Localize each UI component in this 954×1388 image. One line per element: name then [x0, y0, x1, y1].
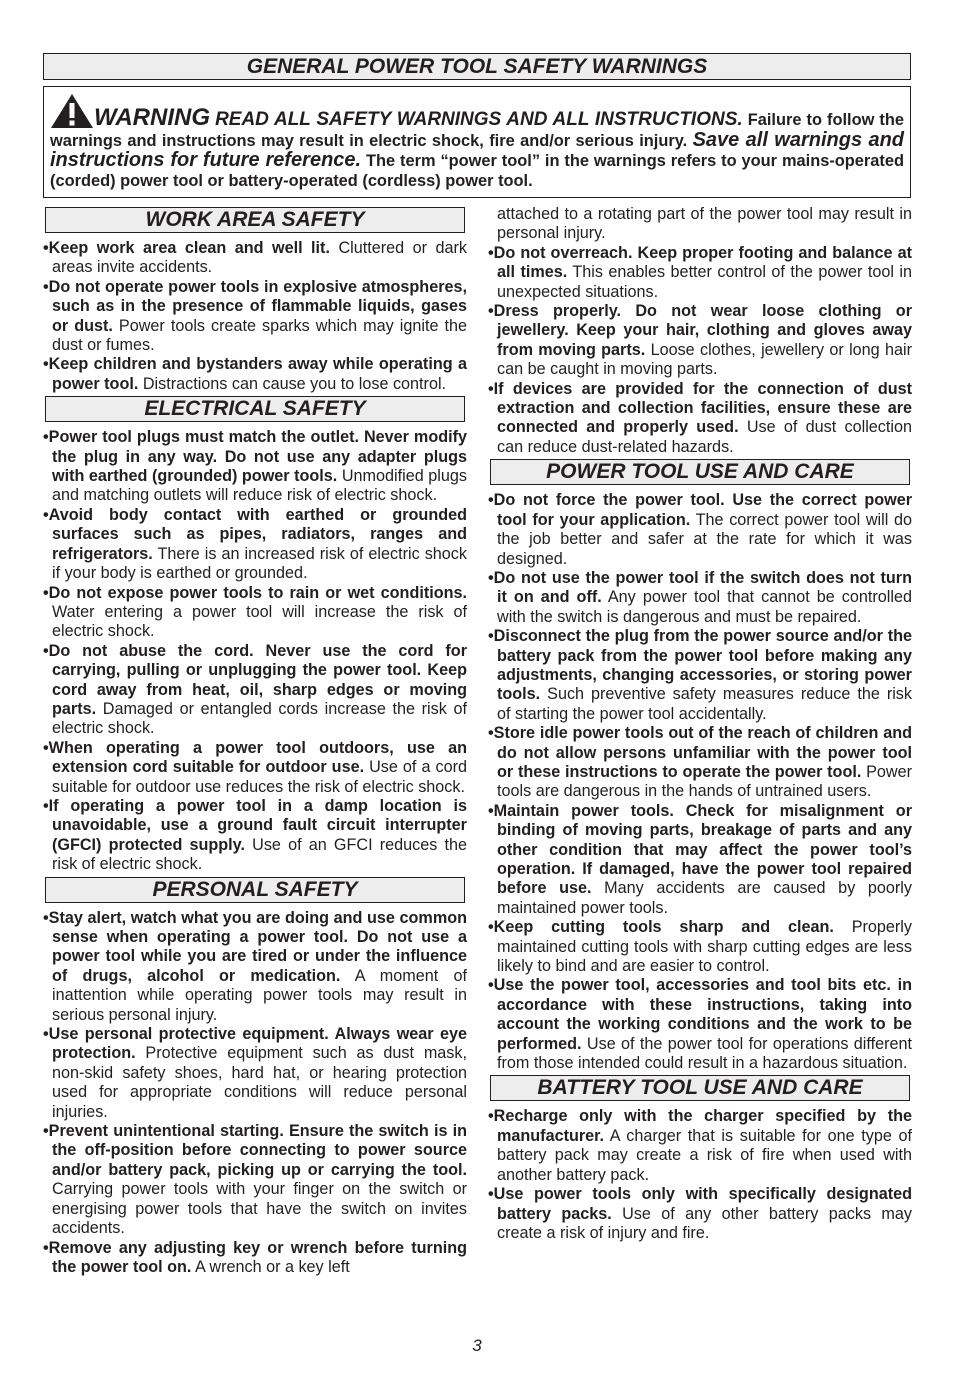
bullet-icon: • — [43, 428, 49, 447]
item-instruction: Keep work area clean and well lit. — [48, 239, 330, 257]
bullet-icon: • — [43, 641, 49, 660]
list-item — [488, 569, 912, 627]
page-title: GENERAL POWER TOOL SAFETY WARNINGS — [43, 53, 911, 80]
item-explanation: Use of an GFCI reduces the risk of electric shock. — [52, 835, 467, 874]
item-explanation: The correct power tool will do the job better and safer at the rate for which it was designed. — [497, 510, 912, 568]
section-heading-electrical-safety: ELECTRICAL SAFETY — [45, 396, 465, 422]
item-instruction: Use the power tool, accessories and tool bits etc. in accordance with these instructions, taking into account the working conditions and the work to be performed. — [493, 976, 912, 1053]
section-heading-work-area-safety: WORK AREA SAFETY — [45, 207, 465, 233]
warning-text-1: Failure to follow the warnings and instructions may result in electric shock, fire and/or serious injury. — [50, 111, 905, 150]
item-instruction: Disconnect the plug from the power source and/or the battery pack from the power tool before making any adjustments, changing accessories, or storing power tools. — [493, 627, 912, 704]
warning-triangle-icon — [50, 93, 94, 129]
item-explanation: Power tools create sparks which may ignite the dust or fumes. — [52, 316, 468, 355]
item-explanation: Water entering a power tool will increase the risk of electric shock. — [52, 602, 467, 641]
item-instruction: Keep cutting tools sharp and clean. — [493, 918, 834, 937]
bullet-icon: • — [488, 491, 494, 510]
section-heading-power-tool-use-and-care: POWER TOOL USE AND CARE — [490, 459, 910, 485]
item-explanation: Use of the power tool for operations different from those intended could result in a hazardous situation. — [497, 1034, 912, 1073]
item-explanation: Damaged or entangled cords increase the risk of electric shock. — [52, 699, 467, 738]
item-explanation: Cluttered or dark areas invite accidents. — [52, 239, 467, 277]
item-explanation: Distractions can cause you to lose control. — [138, 374, 447, 393]
item-explanation: There is an increased risk of electric shock if your body is earthed or grounded. — [52, 544, 467, 583]
bullet-icon: • — [43, 1122, 49, 1141]
warning-text-2: The term “power tool” in the warnings refers to your mains-operated (corded) power tool or battery-operated (cordless) power tool. — [50, 152, 905, 190]
item-instruction: Avoid body contact with earthed or grounded surfaces such as pipes, radiators, ranges and refrigerators. — [48, 505, 467, 563]
item-instruction: Do not force the power tool. Use the correct power tool for your application. — [493, 491, 912, 529]
item-explanation: Power tools are dangerous in the hands of untrained users. — [497, 762, 912, 801]
item-instruction: When operating a power tool outdoors, use an extension cord suitable for outdoor use. — [48, 738, 467, 777]
section-heading-battery-tool-use-and-care: BATTERY TOOL USE AND CARE — [490, 1075, 910, 1101]
item-instruction: Do not overreach. Keep proper footing and balance at all times. — [493, 243, 912, 282]
list-item — [43, 909, 467, 1025]
item-instruction: Do not abuse the cord. Never use the cord for carrying, pulling or unplugging the power tool. Keep cord away from heat, oil, sharp edges or moving parts. — [48, 641, 467, 718]
warning-save-notice: Save all warnings and instructions for future reference. — [50, 128, 905, 172]
item-instruction: Recharge only with the charger specified by the manufacturer. — [493, 1107, 912, 1145]
list-item — [488, 802, 912, 918]
list-item — [488, 302, 912, 380]
warning-heading: READ ALL SAFETY WARNINGS AND ALL INSTRUCTIONS. — [215, 109, 743, 130]
bullet-icon: • — [488, 379, 494, 398]
list-item — [488, 244, 912, 302]
bullet-icon: • — [488, 976, 494, 995]
item-instruction: Prevent unintentional starting. Ensure the switch is in the off-position before connecting to power source and/or battery pack, picking up or carrying the tool. — [48, 1122, 467, 1179]
list-item — [488, 724, 912, 802]
warning-label: WARNING — [94, 104, 210, 131]
bullet-icon: • — [43, 908, 49, 927]
item-explanation: A moment of inattention while operating power tools may result in serious personal injury. — [52, 966, 467, 1024]
section-heading-personal-safety: PERSONAL SAFETY — [45, 877, 465, 903]
left-column — [43, 205, 467, 1277]
list-item — [43, 1025, 467, 1122]
bullet-icon: • — [488, 1107, 494, 1126]
bullet-icon: • — [43, 505, 49, 524]
list-item — [43, 278, 467, 356]
item-explanation: Carrying power tools with your finger on the switch or energising power tools that have the switch on invites accidents. — [52, 1180, 467, 1238]
bullet-icon: • — [488, 801, 494, 820]
item-instruction: If operating a power tool in a damp location is unavoidable, use a ground fault circuit interrupter (GFCI) protected supply. — [48, 796, 467, 854]
item-instruction: Use power tools only with specifically designated battery packs. — [493, 1185, 912, 1223]
bullet-icon: • — [488, 568, 494, 587]
list-item — [488, 491, 912, 569]
item-instruction: Do not use the power tool if the switch does not turn it on and off. — [493, 568, 912, 607]
list-item — [43, 739, 467, 797]
item-explanation: Use of dust collection can reduce dust-related hazards. — [497, 418, 912, 456]
list-item — [43, 355, 467, 394]
item-instruction: Maintain power tools. Check for misalignment or binding of moving parts, breakage of parts and any other condition that may affect the power tool’s operation. If damaged, have the power tool repaired before use. — [493, 801, 912, 898]
item-explanation: A charger that is suitable for one type of battery pack may create a risk of fire when used with another battery pack. — [497, 1126, 912, 1184]
item-explanation: A wrench or a key left — [191, 1257, 350, 1276]
item-instruction: Keep children and bystanders away while operating a power tool. — [48, 355, 467, 393]
list-item — [488, 1185, 912, 1243]
list-item — [43, 1239, 467, 1278]
item-explanation: Any power tool that cannot be controlled with the switch is dangerous and must be repaired. — [497, 588, 912, 626]
item-explanation: Many accidents are caused by poorly maintained power tools. — [497, 879, 912, 917]
list-item — [43, 584, 467, 642]
bullet-icon: • — [43, 583, 49, 602]
bullet-icon: • — [488, 1185, 494, 1204]
item-instruction: Use personal protective equipment. Always wear eye protection. — [48, 1025, 467, 1063]
item-explanation: Properly maintained cutting tools with sharp cutting edges are less likely to bind and are easier to control. — [497, 918, 913, 976]
item-explanation: Loose clothes, jewellery or long hair can be caught in moving parts. — [497, 340, 912, 379]
item-explanation: This enables better control of the power tool in unexpected situations. — [497, 263, 912, 301]
bullet-icon: • — [488, 724, 494, 743]
list-item — [488, 627, 912, 724]
bullet-icon: • — [43, 1238, 49, 1257]
item-instruction: Dress properly. Do not wear loose clothing or jewellery. Keep your hair, clothing and gloves away from moving parts. — [493, 302, 912, 359]
item-explanation: Use of a cord suitable for outdoor use reduces the risk of electric shock. — [52, 758, 467, 796]
list-item — [43, 797, 467, 875]
bullet-icon: • — [43, 1025, 49, 1044]
list-item — [488, 918, 912, 976]
item-instruction: If devices are provided for the connection of dust extraction and collection facilities, ensure these are connected and properly used. — [493, 379, 912, 437]
item-instruction: Do not operate power tools in explosive atmospheres, such as in the presence of flammable liquids, gases or dust. — [48, 277, 467, 335]
bullet-icon: • — [43, 796, 49, 815]
bullet-icon: • — [43, 277, 49, 296]
list-item — [43, 642, 467, 739]
bullet-icon: • — [488, 918, 494, 937]
bullet-icon: • — [488, 243, 494, 262]
list-item — [488, 380, 912, 458]
item-explanation: Such preventive safety measures reduce the risk of starting the power tool accidentally. — [497, 685, 912, 723]
item-explanation: Unmodified plugs and matching outlets will reduce risk of electric shock. — [52, 467, 467, 505]
right-column — [488, 205, 912, 1243]
item-explanation: Use of any other battery packs may create a risk of injury and fire. — [497, 1204, 912, 1242]
item-instruction: Power tool plugs must match the outlet. Never modify the plug in any way. Do not use any adapter plugs with earthed (grounded) power tools. — [48, 428, 467, 486]
item-instruction: Stay alert, watch what you are doing and use common sense when operating a power tool. Do not use a power tool while you are tired or under the influence of drugs, alcohol or medication. — [48, 908, 467, 985]
bullet-icon: • — [488, 302, 494, 321]
bullet-icon: • — [43, 239, 49, 257]
page-number: 3 — [472, 1336, 482, 1355]
item-explanation: Protective equipment such as dust mask, non-skid safety shoes, hard hat, or hearing protection used for appropriate conditions will reduce personal injuries. — [52, 1044, 467, 1121]
list-item — [43, 1122, 467, 1238]
list-item — [488, 1107, 912, 1185]
warning-box — [43, 86, 911, 198]
list-item — [43, 506, 467, 584]
item-instruction: Store idle power tools out of the reach of children and do not allow persons unfamiliar with the power tool or these instructions to operate the power tool. — [493, 724, 912, 781]
bullet-icon: • — [43, 738, 49, 757]
bullet-icon: • — [43, 355, 49, 374]
list-item — [488, 976, 912, 1073]
list-item — [43, 239, 467, 278]
item-instruction: Do not expose power tools to rain or wet conditions. — [48, 583, 467, 602]
list-item — [43, 428, 467, 506]
item-instruction: Remove any adjusting key or wrench before turning the power tool on. — [48, 1238, 467, 1276]
continued-text: attached to a rotating part of the power tool may result in personal injury. — [497, 205, 912, 243]
bullet-icon: • — [488, 627, 494, 646]
